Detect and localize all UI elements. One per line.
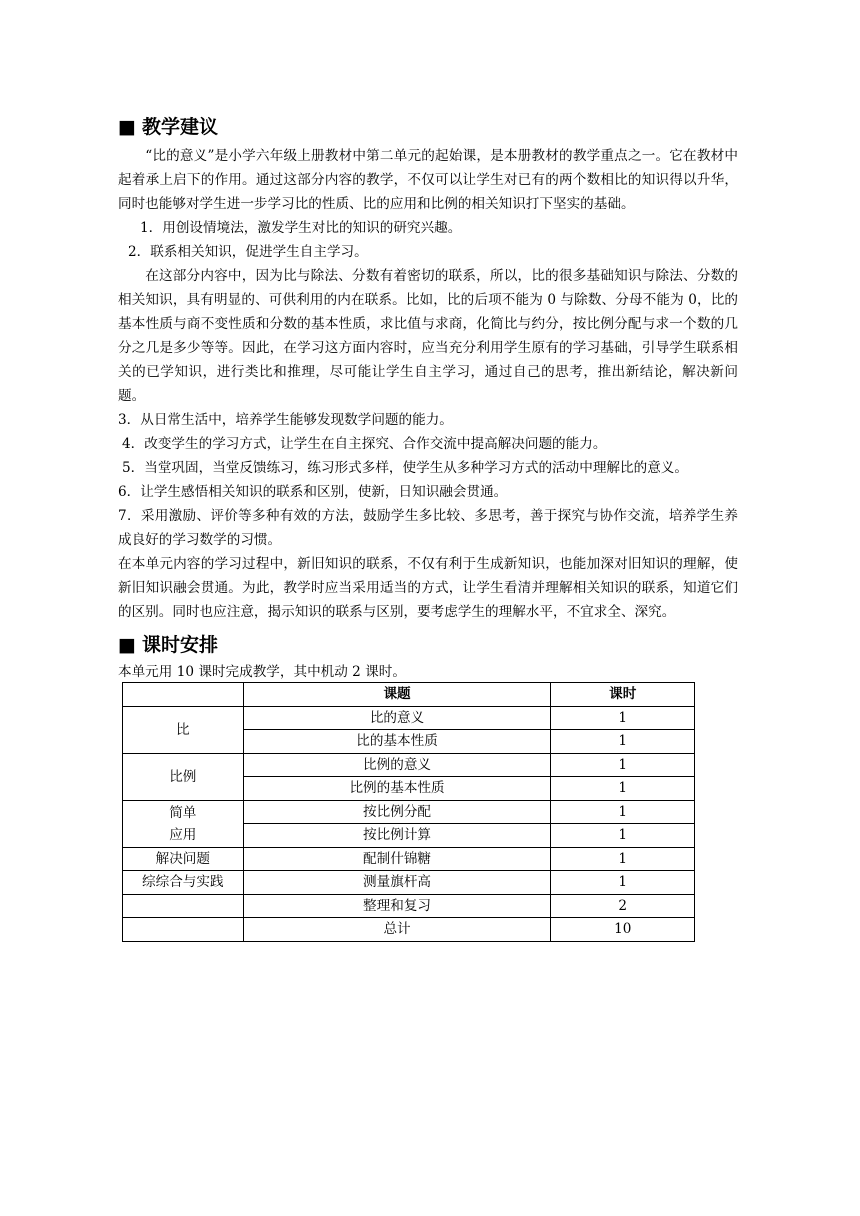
- hours-cell: 1: [551, 753, 695, 777]
- hours-cell: 1: [551, 824, 695, 848]
- header-topic-cell: 课题: [243, 683, 551, 707]
- hours-cell: 1: [551, 730, 695, 754]
- topic-cell: 配制什锦糖: [243, 847, 551, 871]
- group-label-line-2: 应用: [169, 826, 197, 843]
- header-hours-cell: 课时: [551, 683, 695, 707]
- empty-group-cell: [123, 918, 244, 942]
- section-heading-lesson-plan: [118, 630, 738, 660]
- total-hours-cell: 10: [551, 918, 695, 942]
- hours-cell: 2: [551, 894, 695, 918]
- topic-cell: 按比例计算: [243, 824, 551, 848]
- table-row: [123, 847, 695, 871]
- suggestion-item-6: 6．让学生感悟相关知识的联系和区别，使新，日知识融会贯通。: [118, 484, 508, 500]
- table-row: [123, 706, 695, 730]
- header-group-cell: [123, 683, 244, 707]
- suggestion-item-3: 3．从日常生活中，培养学生能够发现数学问题的能力。: [118, 412, 453, 428]
- group-cell-synthesis-practice: 综综合与实践: [123, 871, 244, 895]
- intro-paragraph: “比的意义”是小学六年级上册教材中第二单元的起始课，是本册教材的教学重点之一。它在教材中起着承上启下的作用。通过这部分内容的教学，不仅可以让学生对已有的两个数相比的知识得以升华，同时也能够对学生进一步学习比的性质、比的应用和比例的相关知识打下坚实的基础。: [118, 148, 738, 212]
- square-bullet-icon: ■: [118, 634, 136, 656]
- hours-cell: 1: [551, 777, 695, 801]
- closing-paragraph: 在本单元内容的学习过程中，新旧知识的联系，不仅有利于生成新知识，也能加深对旧知识的理解，使新旧知识融会贯通。为此，教学时应当采用适当的方式，让学生看清并理解相关知识的联系，知道它们的区别。同时也应注意，揭示知识的联系与区别，要考虑学生的理解水平，不宜求全、深究。: [118, 556, 738, 620]
- suggestion-item-2-detail: 在这部分内容中，因为比与除法、分数有着密切的联系，所以，比的很多基础知识与除法、分数的相关知识，具有明显的、可供利用的内在联系。比如，比的后项不能为 0 与除数、分母不能为 0，比的基本性质与商不变性质和分数的基本性质，求比值与求商，化简比与约分，按比例分配与求一个数的几分之几是多少等等。因此，在学习这方面内容时，应当充分利用学生原有的学习基础，引导学生联系相关的已学知识，进行类比和推理，尽可能让学生自主学习，通过自己的思考，推出新结论，解决新问题。: [118, 268, 738, 404]
- suggestion-item-4: 4．改变学生的学习方式，让学生在自主探究、合作交流中提高解决问题的能力。: [122, 436, 607, 452]
- section-title: 教学建议: [141, 116, 218, 138]
- table-row: [123, 800, 695, 824]
- lesson-schedule-table: [122, 682, 695, 942]
- document-page: [118, 112, 738, 942]
- topic-cell: 比的基本性质: [243, 730, 551, 754]
- topic-cell: 整理和复习: [243, 894, 551, 918]
- suggestion-item-2: 2．联系相关知识，促进学生自主学习。: [128, 244, 368, 260]
- group-cell-problem-solving: 解决问题: [123, 847, 244, 871]
- total-label-cell: 总计: [243, 918, 551, 942]
- group-cell-bili: 比例: [123, 753, 244, 800]
- table-row: [123, 753, 695, 777]
- topic-cell: 按比例分配: [243, 800, 551, 824]
- topic-cell: 比例的意义: [243, 753, 551, 777]
- table-total-row: [123, 918, 695, 942]
- suggestion-item-1: 1．用创设情境法，激发学生对比的知识的研究兴趣。: [140, 220, 462, 236]
- group-cell-simple-application: [123, 800, 244, 847]
- hours-cell: 1: [551, 706, 695, 730]
- hours-cell: 1: [551, 871, 695, 895]
- square-bullet-icon: ■: [118, 116, 136, 138]
- group-label-line-1: 简单: [169, 804, 197, 821]
- suggestion-item-5: 5．当堂巩固，当堂反馈练习，练习形式多样，使学生从多种学习方式的活动中理解比的意义。: [122, 460, 688, 476]
- table-row: [123, 871, 695, 895]
- table-header-row: [123, 683, 695, 707]
- lesson-plan-intro: 本单元用 10 课时完成教学，其中机动 2 课时。: [118, 664, 406, 680]
- hours-cell: 1: [551, 847, 695, 871]
- section-title: 课时安排: [141, 634, 218, 656]
- table-row: [123, 894, 695, 918]
- group-cell-bi: 比: [123, 706, 244, 753]
- suggestion-item-7: 7．采用激励、评价等多种有效的方法，鼓励学生多比较、多思考，善于探究与协作交流，培养学生养成良好的学习数学的习惯。: [118, 508, 738, 548]
- topic-cell: 比的意义: [243, 706, 551, 730]
- hours-cell: 1: [551, 800, 695, 824]
- topic-cell: 测量旗杆高: [243, 871, 551, 895]
- empty-group-cell: [123, 894, 244, 918]
- section-heading-teaching-suggestions: [118, 112, 738, 142]
- topic-cell: 比例的基本性质: [243, 777, 551, 801]
